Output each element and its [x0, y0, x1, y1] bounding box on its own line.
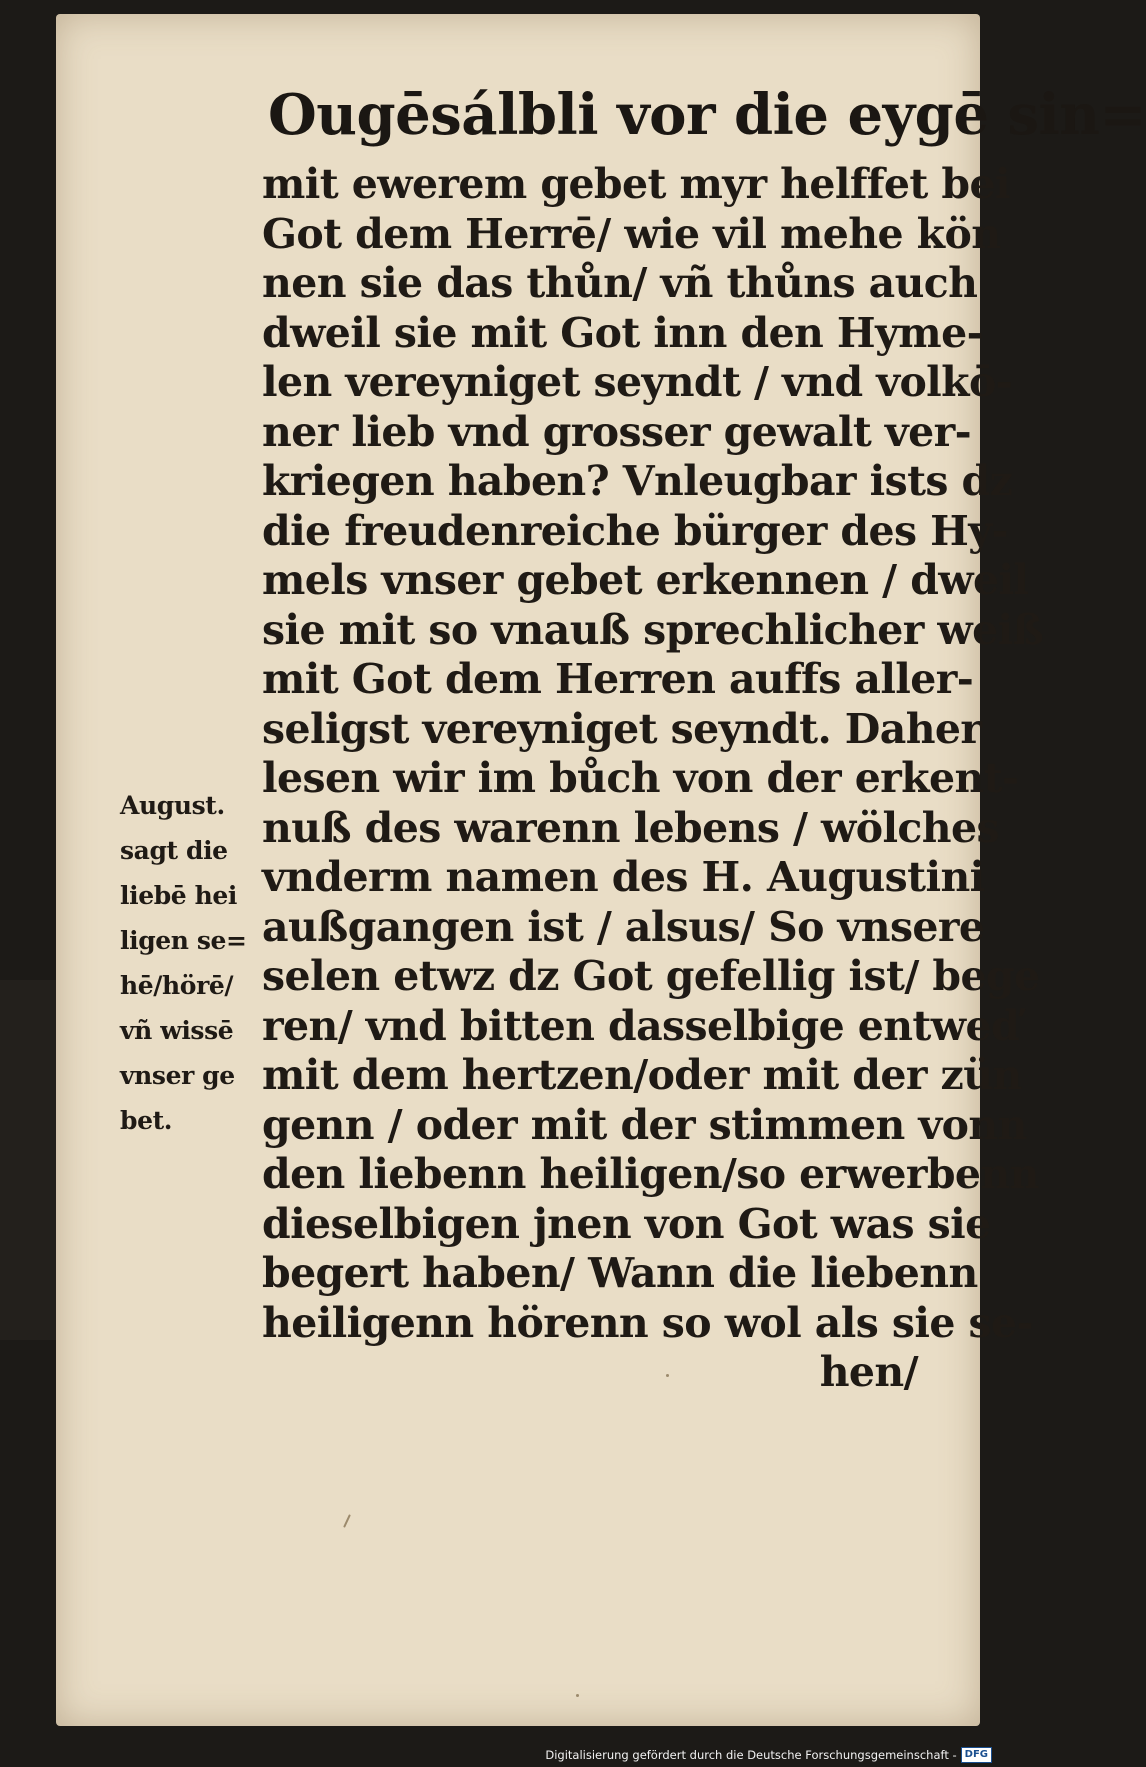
footer-credit-text: Digitalisierung gefördert durch die Deutsche Forschungsgemeinschaft - [545, 1748, 957, 1762]
margin-note [120, 783, 260, 1143]
body-line: len vereyniget seyndt / vnd volkō- [262, 358, 1013, 406]
margin-note-line: ligen se= [120, 926, 247, 955]
body-line: hen/ [819, 1348, 918, 1396]
body-line: ner lieb vnd grosser gewalt ver- [262, 407, 971, 456]
body-line: sie mit so vnauß sprechlicher weiß [262, 605, 1044, 654]
body-line: seligst vereyniget seyndt. Daher [262, 704, 982, 753]
body-line: selen etwz dz Got gefellig ist/ bege [262, 952, 1040, 1000]
margin-note-line: sagt die [120, 836, 228, 865]
body-line: dieselbigen jnen von Got was sie [262, 1199, 991, 1248]
body-line: nuß des warenn lebens / wölches [262, 803, 999, 852]
margin-note-line: vñ wissē [120, 1016, 234, 1045]
body-line: außgangen ist / alsus/ So vnsere [262, 902, 985, 951]
margin-note-line: hē/hörē/ [120, 971, 234, 1000]
body-line: mit Got dem Herren auffs aller- [262, 655, 974, 703]
dfg-logo: DFG [961, 1747, 992, 1763]
paper-speck [576, 1694, 579, 1697]
body-line: vnderm namen des H. Augustini [262, 853, 985, 901]
facing-page-edge [0, 980, 56, 1340]
body-line: mit dem hertzen/oder mit der zün [262, 1051, 1022, 1099]
body-line: kriegen haben? Vnleugbar ists dz [262, 457, 1013, 505]
margin-note-line: liebē hei [120, 881, 237, 910]
body-line: die freudenreiche bürger des Hy- [262, 506, 1008, 555]
paper-mark [343, 1514, 351, 1528]
body-line: Got dem Herrē/ wie vil mehe kön [262, 209, 1001, 258]
body-line: genn / oder mit der stimmen vonn [262, 1100, 1027, 1149]
body-line: heiligenn hörenn so wol als sie se- [262, 1298, 1033, 1347]
running-head: Ougēsálbli vor die eygē sin= [268, 82, 1146, 148]
margin-note-line: bet. [120, 1106, 173, 1135]
body-line: mit ewerem gebet myr helffet bei [262, 160, 1010, 208]
body-line: nen sie das thůn/ vñ thůns auch [262, 259, 978, 307]
margin-note-line: August. [120, 791, 225, 820]
margin-note-line: vnser ge [120, 1061, 235, 1090]
footer-credit [545, 1747, 992, 1763]
body-line: mels vnser gebet erkennen / dweil [262, 556, 1029, 604]
body-line: den liebenn heiligen/so erwerbenn [262, 1150, 1039, 1198]
body-line: begert haben/ Wann die liebenn [262, 1249, 978, 1297]
body-line: dweil sie mit Got inn den Hyme- [262, 308, 983, 357]
body-text [262, 160, 1044, 1398]
body-line: lesen wir im bůch von der erkent- [262, 754, 1019, 802]
body-line: ren/ vnd bitten dasselbige entweď [262, 1001, 1020, 1050]
